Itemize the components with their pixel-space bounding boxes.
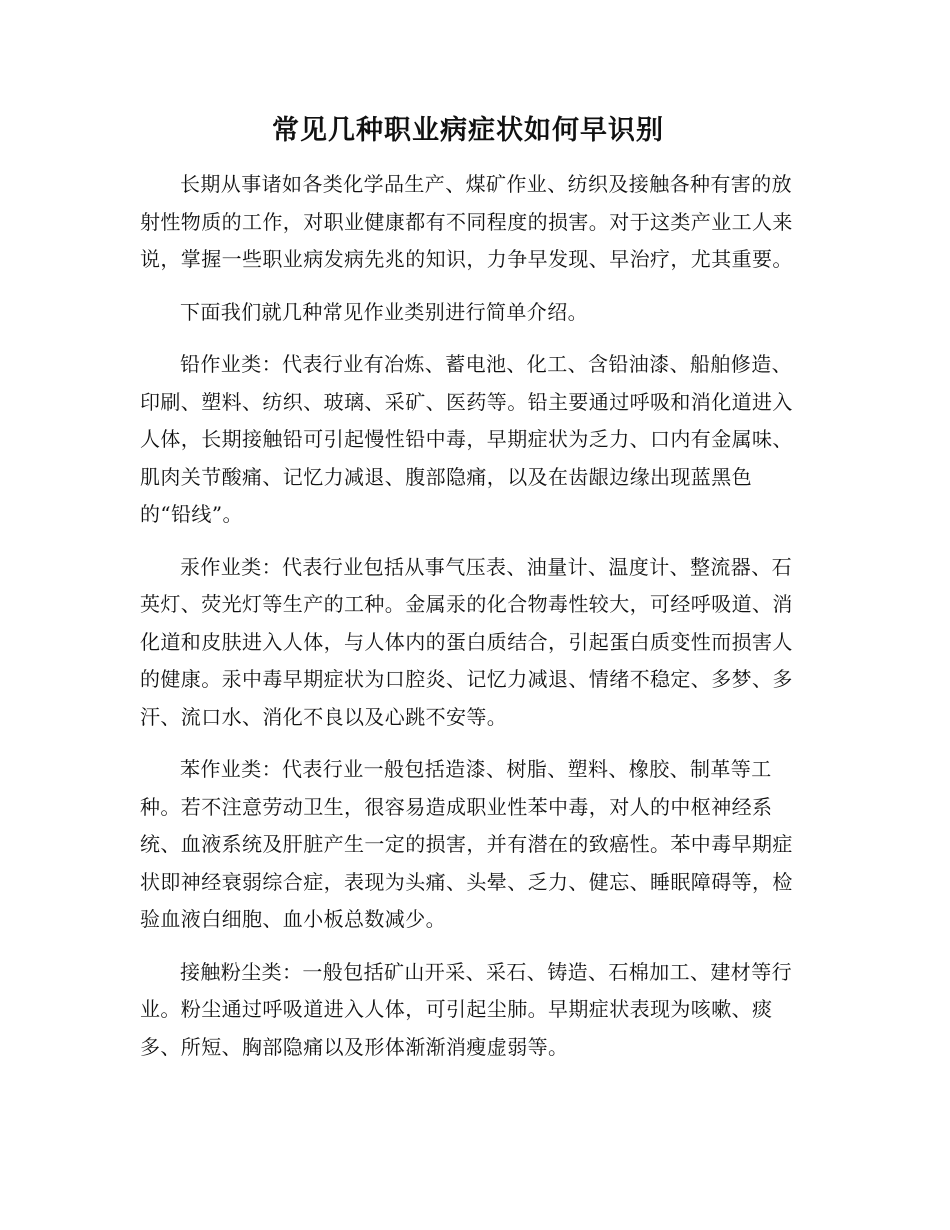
paragraph-benzene: 苯作业类：代表行业一般包括造漆、树脂、塑料、橡胶、制革等工种。若不注意劳动卫生，很容易造成职业性苯中毒，对人的中枢神经系统、血液系统及肝脏产生一定的损害，并有潜在的致癌性。苯中毒早期症状即神经衰弱综合症，表现为头痛、头晕、乏力、健忘、睡眠障碍等，检验血液白细胞、血小板总数减少。 [140, 757, 793, 931]
paragraph-intro: 长期从事诸如各类化学品生产、煤矿作业、纺织及接触各种有害的放射性物质的工作，对职业健康都有不同程度的损害。对于这类产业工人来说，掌握一些职业病发病先兆的知识，力争早发现、早治疗，尤其重要。 [140, 172, 793, 271]
paragraph-dust: 接触粉尘类：一般包括矿山开采、采石、铸造、石棉加工、建材等行业。粉尘通过呼吸道进入人体，可引起尘肺。早期症状表现为咳嗽、痰多、所短、胸部隐痛以及形体渐渐消瘦虚弱等。 [140, 959, 792, 1059]
document-page [140, 110, 796, 1081]
document-title: 常见几种职业病症状如何早识别 [272, 115, 664, 146]
paragraph-mercury: 汞作业类：代表行业包括从事气压表、油量计、温度计、整流器、石英灯、荧光灯等生产的工种。金属汞的化合物毒性较大，可经呼吸道、消化道和皮肤进入人体，与人体内的蛋白质结合，引起蛋白质变性而损害人的健康。汞中毒早期症状为口腔炎、记忆力减退、情绪不稳定、多梦、多汗、流口水、消化不良以及心跳不安等。 [140, 554, 793, 729]
paragraph-overview: 下面我们就几种常见作业类别进行简单介绍。 [180, 299, 588, 324]
paragraph-lead: 铅作业类：代表行业有冶炼、蓄电池、化工、含铅油漆、船舶修造、印刷、塑料、纺织、玻璃、采矿、医药等。铅主要通过呼吸和消化道进入人体，长期接触铅可引起慢性铅中毒，早期症状为乏力、口内有金属味、肌肉关节酸痛、记忆力减退、腹部隐痛，以及在齿龈边缘出现蓝黑色的“铅线”。 [140, 352, 793, 526]
